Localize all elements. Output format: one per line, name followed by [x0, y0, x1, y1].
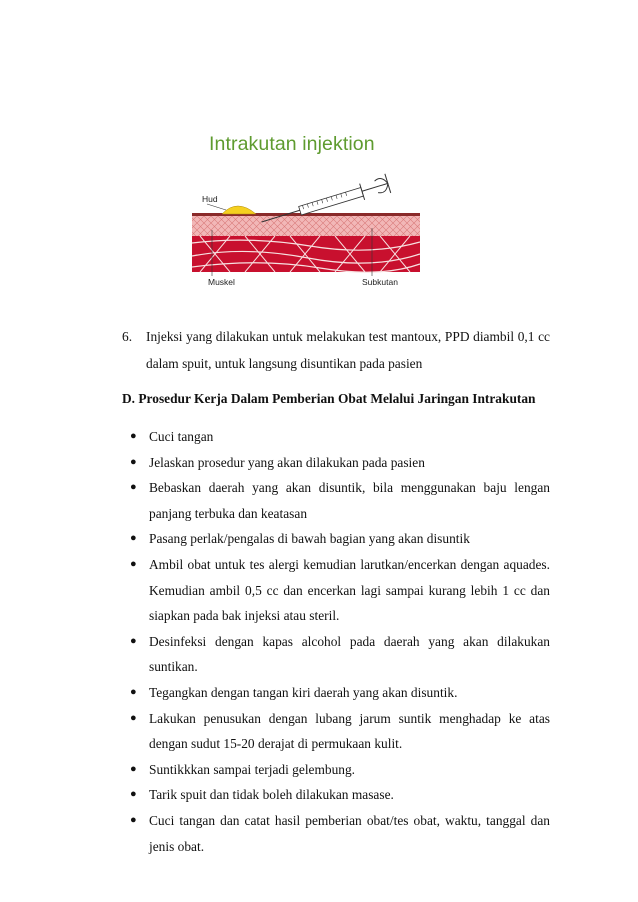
section-heading: D. Prosedur Kerja Dalam Pemberian Obat Melalui Jaringan Intrakutan — [122, 391, 536, 406]
numbered-item-6 — [122, 323, 550, 377]
bullet-icon: ● — [130, 711, 137, 724]
item-text — [146, 323, 550, 377]
bullet-icon: ● — [130, 532, 137, 545]
item-text-line-1: Injeksi yang dilakukan untuk melakukan test mantoux, PPD diambil 0,1 cc — [146, 329, 550, 344]
bullet-icon: ● — [130, 634, 137, 647]
bleb — [222, 206, 256, 214]
bullet-icon: ● — [130, 557, 137, 570]
list-item: ● Bebaskan daerah yang akan disuntik, bila menggunakan baju lengan panjang terbuka dan keatasan — [122, 475, 550, 526]
label-hud: Hud — [202, 194, 218, 204]
list-item: ● Ambil obat untuk tes alergi kemudian larutkan/encerkan dengan aquades. Kemudian ambil 0,5 cc dan encerkan lagi sampai kurang lebih 1 cc dan siapkan pada bak injeksi atau steril. — [122, 552, 550, 629]
bullet-icon: ● — [130, 455, 137, 468]
list-item: ● Tarik spuit dan tidak boleh dilakukan masase. — [122, 782, 550, 808]
bullet-icon: ● — [130, 788, 137, 801]
list-item: ● Lakukan penusukan dengan lubang jarum suntik menghadap ke atas dengan sudut 15-20 derajat di permukaan kulit. — [122, 706, 550, 757]
list-item: ● Suntikkkan sampai terjadi gelembung. — [122, 757, 550, 783]
list-item: ● Tegangkan dengan tangan kiri daerah yang akan disuntik. — [122, 680, 550, 706]
list-item: ● Jelaskan prosedur yang akan dilakukan pada pasien — [122, 450, 550, 476]
list-item: ● Pasang perlak/pengalas di bawah bagian yang akan disuntik — [122, 526, 550, 552]
bullet-icon: ● — [130, 481, 137, 494]
label-muskel: Muskel — [208, 277, 235, 287]
label-subkutan: Subkutan — [362, 277, 398, 287]
bullet-icon: ● — [130, 813, 137, 826]
bullet-icon: ● — [130, 430, 137, 442]
muscle-layer — [192, 236, 420, 272]
item-number: 6. — [122, 329, 133, 344]
figure-title: Intrakutan injektion — [209, 133, 375, 155]
list-item: ● Cuci tangan dan catat hasil pemberian obat/tes obat, waktu, tanggal dan jenis obat. — [122, 808, 550, 859]
procedure-steps — [122, 424, 550, 859]
list-item: ● Cuci tangan — [122, 424, 550, 450]
item-text-line-2: dalam spuit, untuk langsung disuntikan pada pasien — [146, 356, 423, 371]
list-item: ● Desinfeksi dengan kapas alcohol pada daerah yang akan dilakukan suntikan. — [122, 629, 550, 680]
bullet-icon: ● — [130, 762, 137, 775]
injection-diagram — [190, 118, 436, 293]
bullet-icon: ● — [130, 685, 137, 698]
